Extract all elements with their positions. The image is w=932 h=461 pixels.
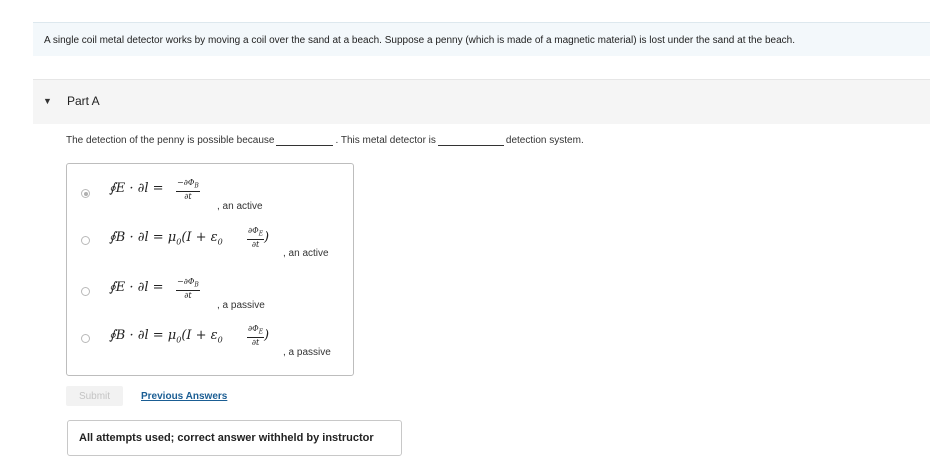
option-2-fraction: [247, 226, 264, 249]
option-1-frac-num: −∂Φ: [177, 178, 195, 187]
status-box: [67, 420, 402, 456]
option-4-frac-num: ∂Φ: [248, 324, 259, 333]
option-2-formula: [109, 230, 223, 247]
option-2-lhs: ∮B · ∂l = μ: [109, 230, 177, 245]
intro-text: A single coil metal detector works by moving a coil over the sand at a beach. Suppose a penny (which is made of a magnetic material) is lost under the sand at the beach.: [44, 35, 795, 46]
option-1-fraction: [176, 178, 200, 201]
option-4-lhs: ∮B · ∂l = μ: [109, 328, 177, 343]
previous-answers-link[interactable]: Previous Answers: [141, 391, 228, 402]
option-1-frac-num-sub: B: [194, 182, 199, 190]
option-4-tail: ): [264, 328, 270, 343]
option-3-fraction: [176, 277, 200, 300]
option-2-tail: ): [264, 230, 270, 245]
option-4-formula: [109, 328, 223, 345]
answer-blank-1: [276, 136, 333, 146]
option-1-radio[interactable]: [81, 189, 90, 198]
option-2-frac-num: ∂Φ: [248, 226, 259, 235]
option-4-label: , a passive: [283, 347, 331, 358]
option-1-formula: [109, 181, 164, 196]
answer-blank-2: [438, 136, 504, 146]
question-suffix: detection system.: [505, 135, 584, 146]
option-3-frac-num: −∂Φ: [177, 277, 195, 286]
option-2-lhs-mid: (I + ε: [181, 230, 218, 245]
answer-options: [66, 163, 354, 376]
option-2-lhs-sub: 0: [176, 237, 182, 247]
part-a-header[interactable]: [33, 79, 930, 124]
option-4-fraction: [247, 324, 264, 347]
option-4-frac-num-sub: E: [258, 328, 264, 336]
option-2-frac-num-sub: E: [258, 230, 264, 238]
question-text: [66, 135, 584, 146]
option-3-formula: [109, 280, 164, 295]
option-4-lhs-sub2: 0: [217, 335, 223, 345]
status-message: All attempts used; correct answer withheld by instructor: [79, 432, 374, 444]
question-prefix: The detection of the penny is possible because: [66, 135, 275, 146]
option-4-lhs-mid: (I + ε: [181, 328, 218, 343]
option-4-frac-den: ∂t: [251, 337, 260, 347]
option-4-radio[interactable]: [81, 334, 90, 343]
option-4-lhs-sub: 0: [176, 335, 182, 345]
option-2-lhs-sub2: 0: [217, 237, 223, 247]
option-3-radio[interactable]: [81, 287, 90, 296]
option-3-frac-den: ∂t: [184, 290, 192, 300]
option-2-radio[interactable]: [81, 236, 90, 245]
option-2-label: , an active: [283, 248, 329, 259]
option-1-frac-den: ∂t: [184, 191, 192, 201]
option-1-label: , an active: [217, 201, 263, 212]
problem-intro: [33, 22, 930, 56]
option-3-lhs: ∮E · ∂l =: [109, 280, 164, 295]
question-middle: . This metal detector is: [335, 135, 436, 146]
option-2-frac-den: ∂t: [251, 239, 260, 249]
option-1-lhs: ∮E · ∂l =: [109, 181, 164, 196]
submit-button[interactable]: Submit: [66, 386, 123, 406]
caret-down-icon[interactable]: ▼: [43, 96, 52, 106]
option-3-frac-num-sub: B: [194, 281, 199, 289]
part-title: Part A: [67, 94, 100, 108]
option-3-label: , a passive: [217, 300, 265, 311]
